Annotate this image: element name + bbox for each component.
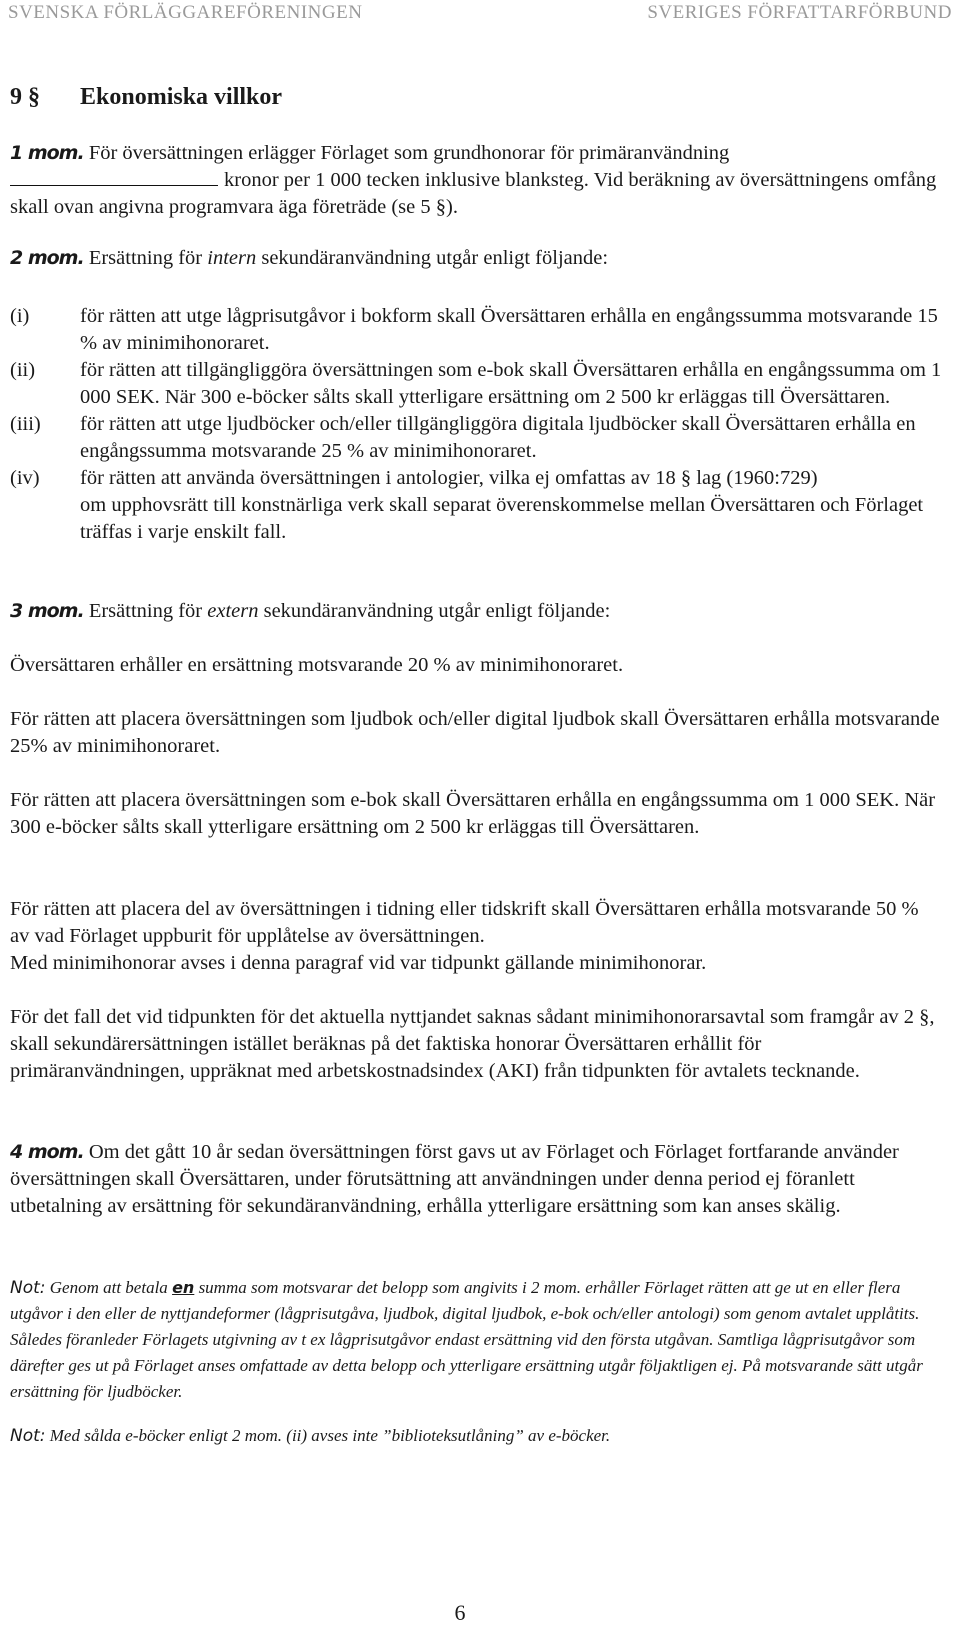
note-label: Not: xyxy=(10,1278,46,1298)
mom4-text: Om det gått 10 år sedan översättningen först gavs ut av Förlaget och Förlaget fortfarande använder översättningen skall Översättaren, under förutsättning att användningen under denna period ej föranlett utbetalning av ersättning för sekundäranvändning, erhålla ytterligare ersättning som kan anses skälig. xyxy=(10,1141,899,1217)
list-marker: (iii) xyxy=(10,413,41,435)
mom2-label: 2 mom. xyxy=(10,247,84,269)
mom1-text2: kronor per 1 000 tecken inklusive blanksteg. Vid beräkning av översättningens omfång skall ovan angivna programvara äga företräde (se 5 §). xyxy=(10,169,937,218)
paragraph-p1: Översättaren erhåller en ersättning motsvarande 20 % av minimihonoraret. xyxy=(10,654,624,676)
note2-text: Med sålda e-böcker enligt 2 mom. (ii) avses inte ”biblioteksutlåning” av e-böcker. xyxy=(45,1426,611,1445)
section-heading xyxy=(10,84,282,111)
section-title: Ekonomiska villkor xyxy=(80,84,283,110)
page-number: 6 xyxy=(454,1600,466,1625)
list-item-continuation xyxy=(80,492,950,546)
section-number: 9 § xyxy=(10,84,40,110)
mom3-post: sekundäranvändning utgår enligt följande: xyxy=(258,600,611,622)
note1-pre: Genom att betala xyxy=(45,1278,173,1297)
mom1-paragraph xyxy=(10,140,940,221)
mom2-emphasis: intern xyxy=(207,247,257,269)
mom2-pre: Ersättning för xyxy=(83,247,208,269)
list-text: för rätten att utge lågprisutgåvor i bokform skall Översättaren erhålla en engångssumma motsvarande 15 % av minimihonoraret. xyxy=(80,305,938,354)
paragraph-p4b: Med minimihonorar avses i denna paragraf vid var tidpunkt gällande minimihonorar. xyxy=(10,952,707,974)
mom1-text1: För översättningen erlägger Förlaget som grundhonorar för primäranvändning xyxy=(83,142,730,164)
mom2-paragraph xyxy=(10,245,940,272)
list-item xyxy=(10,465,950,492)
note1-emphasis: en xyxy=(172,1278,195,1297)
header-left: SVENSKA FÖRLÄGGAREFÖRENINGEN xyxy=(8,2,363,23)
paragraph-p4a: För rätten att placera del av översättningen i tidning eller tidskrift skall Översättaren erhålla motsvarande 50 % av vad Förlaget uppburit för upplåtelse av översättningen. xyxy=(10,898,919,947)
mom4-paragraph xyxy=(10,1139,940,1220)
page-header xyxy=(8,2,952,32)
mom3-label: 3 mom. xyxy=(10,600,84,622)
list-marker: (i) xyxy=(10,305,30,327)
list-text: för rätten att utge ljudböcker och/eller tillgängliggöra digitala ljudböcker skall Översättaren erhålla en engångssumma motsvarande 25 % av minimihonoraret. xyxy=(80,413,916,462)
compensation-list xyxy=(10,303,950,546)
paragraph-p3: För rätten att placera översättningen som e-bok skall Översättaren erhålla en engångssumma om 1 000 SEK. När 300 e-böcker sålts skall ytterligare ersättning om 2 500 kr erläggas till Översättaren. xyxy=(10,789,936,838)
paragraph-p2: För rätten att placera översättningen som ljudbok och/eller digital ljudbok skall Översättaren erhålla motsvarande 25% av minimihonoraret. xyxy=(10,708,940,757)
mom2-post: sekundäranvändning utgår enligt följande: xyxy=(256,247,609,269)
mom1-label: 1 mom. xyxy=(10,142,84,164)
list-marker: (iv) xyxy=(10,467,40,489)
mom3-emphasis: extern xyxy=(207,600,259,622)
list-text-rest: om upphovsrätt till konstnärliga verk skall separat överenskommelse mellan Översättaren och Förlaget träffas i varje enskilt fall. xyxy=(80,494,924,543)
list-marker: (ii) xyxy=(10,359,36,381)
list-text-first-line: för rätten att använda översättningen i antologier, vilka ej omfattas av 18 § lag (1960:729) xyxy=(80,467,818,489)
paragraph-p4 xyxy=(10,896,940,977)
header-right: SVERIGES FÖRFATTARFÖRBUND xyxy=(647,2,952,23)
mom3-pre: Ersättning för xyxy=(83,600,208,622)
amount-blank-line xyxy=(10,167,218,186)
paragraph-p5: För det fall det vid tidpunkten för det aktuella nyttjandet saknas sådant minimihonorarsavtal som framgår av 2 §, skall sekundärersättningen istället beräknas på det faktiska honorar Översättaren erhållit för primäranvändningen, uppräknat med arbetskostnadsindex (AKI) från tidpunkten för avtalets tecknande. xyxy=(10,1006,935,1082)
note1-post: summa som motsvarar det belopp som angivits i 2 mom. erhåller Förlaget rätten att ge ut en eller flera utgåvor i den eller de nyttjandeformer (lågprisutgåva, ljudbok, digital ljudbok, e-bok och/eller antologi) som genom avtalet upplåtits. Således föranleder Förlagets utgivning av t ex lågprisutgåvor endast ersättning vid den första utgåvan. Samtliga lågprisutgåvor som därefter ges ut på Förlaget anses omfattade av detta belopp och ytterligare ersättning utgår följaktligen ej. På motsvarande sätt utgår ersättning för ljudböcker. xyxy=(10,1278,923,1401)
mom3-paragraph xyxy=(10,598,940,625)
list-item xyxy=(10,303,950,357)
list-item xyxy=(10,357,950,411)
list-item xyxy=(10,411,950,465)
note-label: Not: xyxy=(10,1426,46,1446)
mom4-label: 4 mom. xyxy=(10,1141,84,1163)
list-text: för rätten att tillgängliggöra översättningen som e-bok skall Översättaren erhålla en engångssumma om 1 000 SEK. När 300 e-böcker sålts skall ytterligare ersättning om 2 500 kr erläggas till Översättaren. xyxy=(80,359,942,408)
note-1 xyxy=(10,1275,945,1405)
note-2 xyxy=(10,1423,945,1449)
